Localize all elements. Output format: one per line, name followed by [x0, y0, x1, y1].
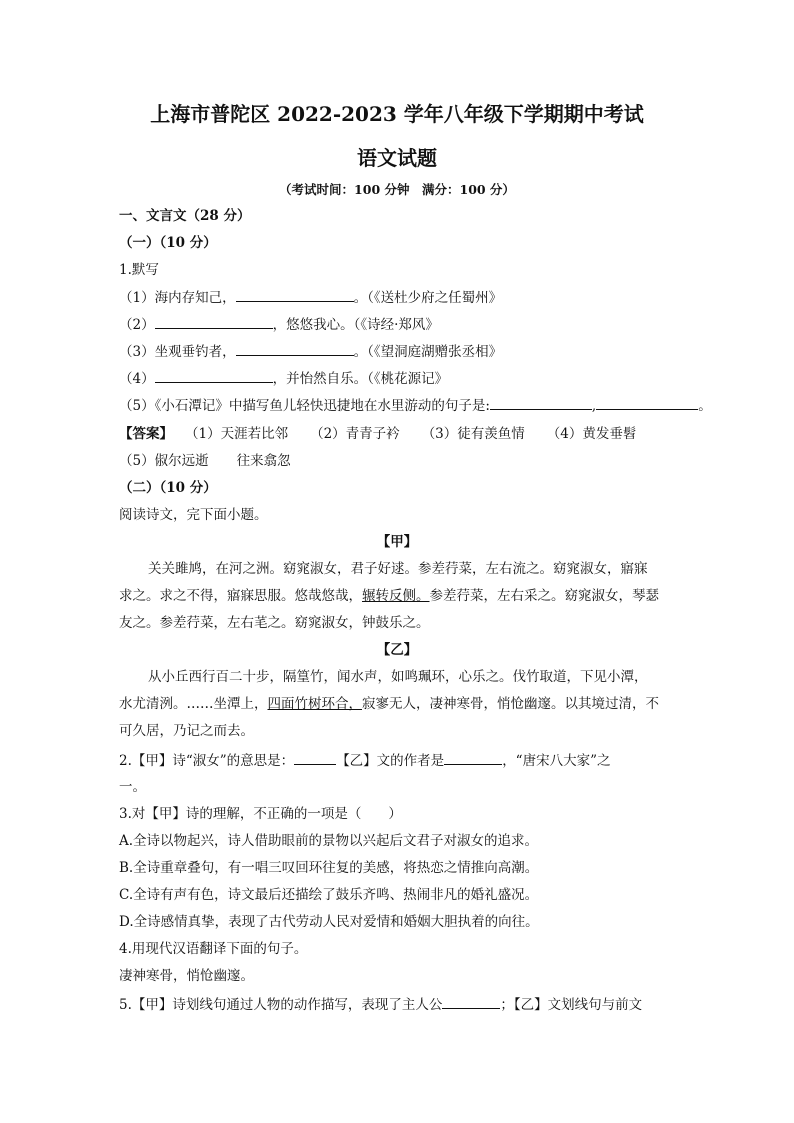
reading-instruction: 阅读诗文，完下面小题。 [119, 507, 268, 523]
passage-jia-line-3: 友之。参差荇菜，左右芼之。窈窕淑女，钟鼓乐之。 [119, 615, 430, 631]
passage-yi-line-1: 从小丘西行百二十步，隔篁竹，闻水声，如鸣珮环，心乐之。伐竹取道，下见小潭， [148, 669, 648, 685]
question-1-item-4: （4） ，并怡然自乐。（《桃花源记》 [119, 368, 448, 389]
underlined-sentence: 四面竹树环合， [267, 696, 362, 712]
question-3-option-a[interactable]: A.全诗以物起兴，诗人借助眼前的景物以兴起后文君子对淑女的追求。 [119, 833, 539, 849]
exam-subject-title: 语文试题 [357, 146, 437, 170]
part-heading-1: （一）（10 分） [119, 235, 217, 251]
question-2-continued: 一。 [119, 779, 146, 795]
answer-blank[interactable] [236, 287, 354, 302]
question-3-option-b[interactable]: B.全诗重章叠句，有一唱三叹回环往复的美感，将热恋之情推向高潮。 [119, 860, 539, 876]
answer-blank[interactable] [596, 395, 698, 410]
answer-blank[interactable] [490, 395, 592, 410]
question-1-item-2: （2） ，悠悠我心。（《诗经·郑风》 [119, 314, 439, 335]
answer-blank[interactable] [155, 314, 273, 329]
exam-title: 上海市普陀区 2022-2023 学年八年级下学期期中考试 [150, 102, 644, 126]
passage-yi-label: 【乙】 [376, 642, 418, 658]
passage-yi-line-3: 可久居，乃记之而去。 [119, 723, 254, 739]
question-4-sentence: 凄神寒骨，悄怆幽邃。 [119, 968, 254, 984]
question-4-stem: 4.用现代汉语翻译下面的句子。 [119, 941, 308, 957]
answer-blank[interactable] [294, 750, 336, 765]
answer-blank[interactable] [442, 994, 500, 1009]
question-1-item-5: （5）《小石潭记》中描写鱼儿轻快迅捷地在水里游动的句子是: , 。 [119, 395, 712, 416]
answer-label: 【答案】 [119, 426, 173, 442]
exam-time-info: （考试时间：100 分钟 满分：100 分） [279, 182, 515, 197]
answer-blank[interactable] [155, 368, 273, 383]
part-heading-2: （二）（10 分） [119, 480, 217, 496]
question-2: 2.【甲】诗“淑女”的意思是： 【乙】文的作者是 ，“唐宋八大家”之 [119, 750, 611, 771]
section-heading: 一、文言文（28 分） [119, 208, 251, 224]
passage-yi-line-2: 水尤清洌。……坐潭上，四面竹树环合，寂寥无人，凄神寒骨，悄怆幽邃。以其境过清，不 [119, 696, 659, 712]
question-3-stem: 3.对【甲】诗的理解，不正确的一项是（ ） [119, 806, 402, 822]
answer-blank[interactable] [236, 341, 354, 356]
question-5: 5.【甲】诗划线句通过人物的动作描写，表现了主人公 ；【乙】文划线句与前文 [119, 994, 642, 1015]
underlined-sentence: 辗转反侧。 [362, 588, 430, 604]
answer-row-1: 【答案】 （1）天涯若比邻 （2）青青子衿 （3）徒有羡鱼情 （4）黄发垂髫 [119, 426, 637, 442]
question-1-label: 1.默写 [119, 262, 159, 278]
question-3-option-c[interactable]: C.全诗有声有色，诗文最后还描绘了鼓乐齐鸣、热闹非凡的婚礼盛况。 [119, 887, 539, 903]
answer-blank[interactable] [444, 750, 502, 765]
passage-jia-line-1: 关关雎鸠，在河之洲。窈窕淑女，君子好逑。参差荇菜，左右流之。窈窕淑女，寤寐 [148, 561, 648, 577]
passage-jia-label: 【甲】 [376, 534, 418, 550]
passage-jia-line-2: 求之。求之不得，寤寐思服。悠哉悠哉，辗转反侧。参差荇菜，左右采之。窈窕淑女，琴瑟 [119, 588, 659, 604]
question-1-item-3: （3）坐观垂钓者， 。（《望洞庭湖赠张丞相》 [119, 341, 502, 362]
question-1-item-1: （1）海内存知己， 。（《送杜少府之任蜀州》 [119, 287, 502, 308]
answer-row-2: （5）俶尔远逝 往来翕忽 [119, 453, 291, 469]
question-3-option-d[interactable]: D.全诗感情真挚，表现了古代劳动人民对爱情和婚姻大胆执着的向往。 [119, 914, 539, 930]
